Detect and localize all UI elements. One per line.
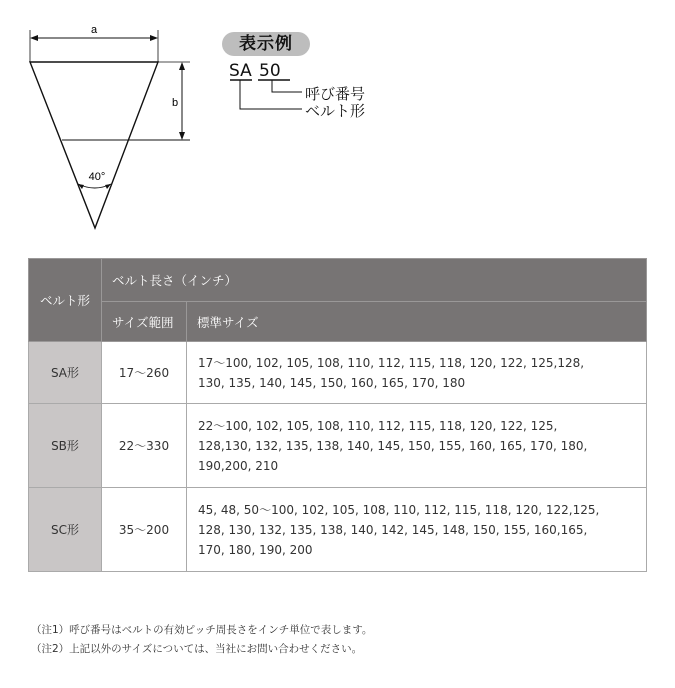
size-range-cell: 17～260 <box>102 342 187 404</box>
header-standard-sizes: 標準サイズ <box>187 302 647 342</box>
sizes-line: 190,200, 210 <box>198 458 279 473</box>
belt-type-cell: SC形 <box>29 488 102 572</box>
footnote: （注1）呼び番号はベルトの有効ピッチ周長さをインチ単位で表します。 <box>31 624 373 636</box>
belt-section-outline <box>30 62 158 228</box>
example-label-type: ベルト形 <box>305 102 366 120</box>
belt-type-cell: SB形 <box>29 404 102 488</box>
sizes-line: 17～100, 102, 105, 108, 110, 112, 115, 118, 120, 122, 125,128, <box>198 355 585 370</box>
standard-sizes-cell <box>187 488 647 572</box>
header-size-range: サイズ範囲 <box>102 302 187 342</box>
table-row <box>29 488 647 572</box>
height-arrow-top <box>179 62 185 70</box>
standard-sizes-cell <box>187 342 647 404</box>
sizes-line: 128, 130, 132, 135, 138, 140, 142, 145, 148, 150, 155, 160,165, <box>198 522 588 537</box>
angle-label: 40° <box>88 171 106 183</box>
size-range-cell: 22～330 <box>102 404 187 488</box>
table-row <box>29 404 647 488</box>
height-arrow-bottom <box>179 132 185 140</box>
sizes-line: 130, 135, 140, 145, 150, 160, 165, 170, 180 <box>198 375 466 390</box>
sizes-line: 45, 48, 50～100, 102, 105, 108, 110, 112, 115, 118, 120, 122,125, <box>198 502 600 517</box>
height-label: b <box>171 97 179 109</box>
header-belt-length: ベルト長さ（インチ） <box>102 259 647 302</box>
type-leader <box>240 80 302 109</box>
size-range-cell: 35～200 <box>102 488 187 572</box>
belt-type-cell: SA形 <box>29 342 102 404</box>
footnote: （注2）上記以外のサイズについては、当社にお問い合わせください。 <box>31 643 363 655</box>
width-arrow-right <box>150 35 158 41</box>
belt-size-table <box>28 258 647 572</box>
header-belt-type: ベルト形 <box>29 259 102 342</box>
width-label: a <box>90 24 98 36</box>
example-label-number: 呼び番号 <box>305 85 366 103</box>
example-code-number: 50 <box>259 61 281 81</box>
example-code-type: SA <box>229 61 252 81</box>
footnotes <box>31 621 372 659</box>
table-row <box>29 342 647 404</box>
number-leader <box>272 80 302 92</box>
sizes-line: 170, 180, 190, 200 <box>198 542 313 557</box>
sizes-line: 22～100, 102, 105, 108, 110, 112, 115, 118, 120, 122, 125, <box>198 418 558 433</box>
example-title-badge: 表示例 <box>222 32 310 56</box>
standard-sizes-cell <box>187 404 647 488</box>
sizes-line: 128,130, 132, 135, 138, 140, 145, 150, 155, 160, 165, 170, 180, <box>198 438 588 453</box>
width-arrow-left <box>30 35 38 41</box>
